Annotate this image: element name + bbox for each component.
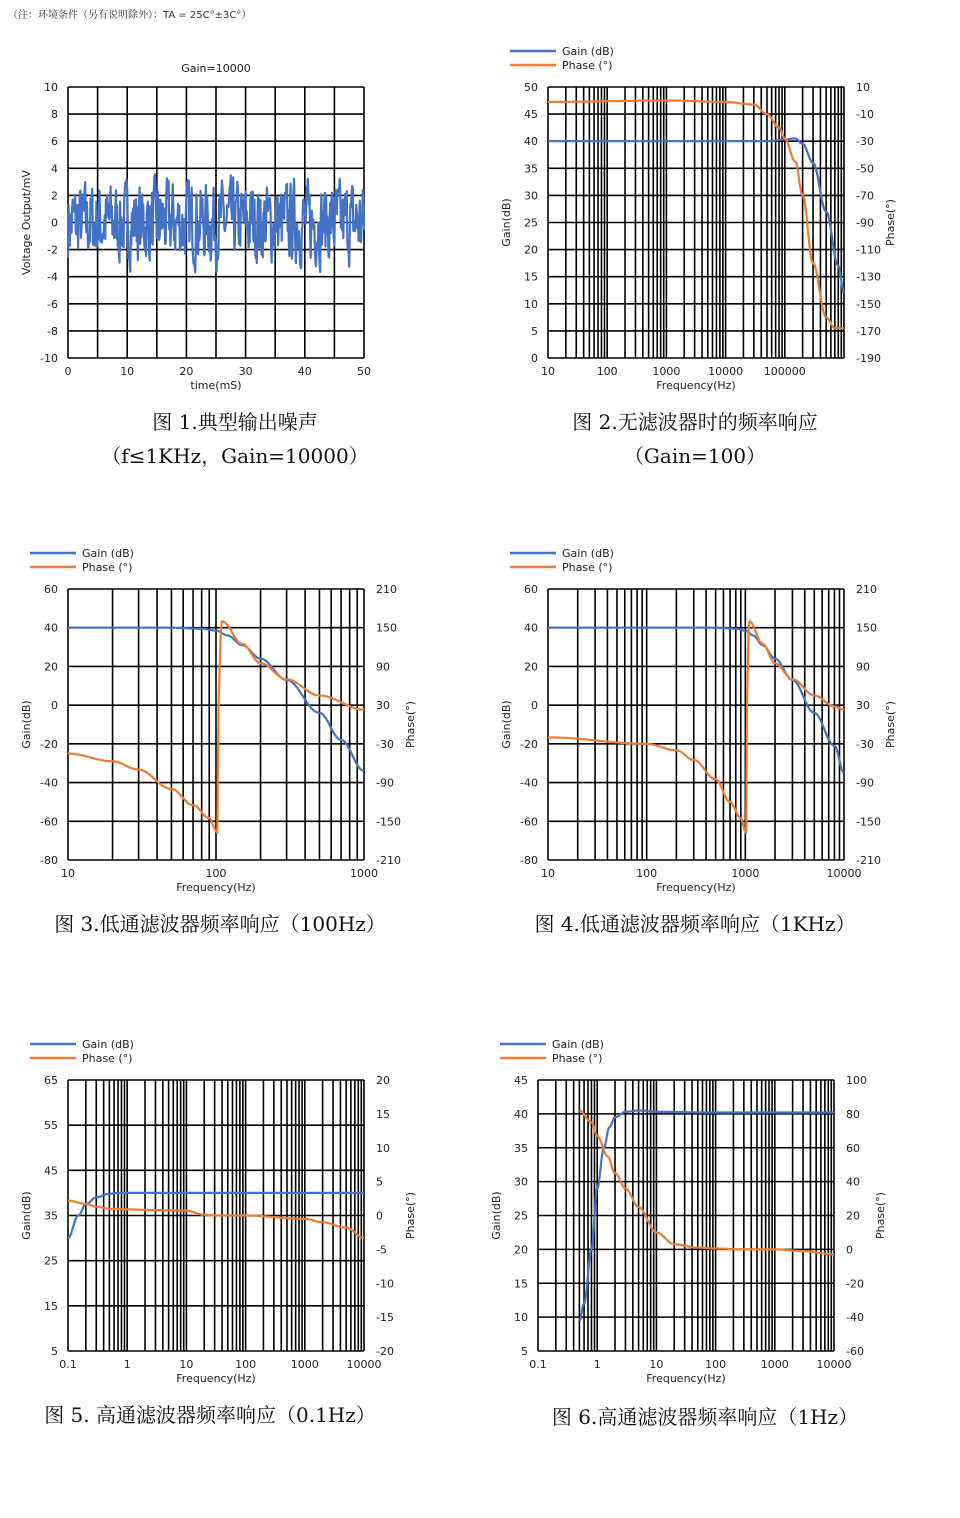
y-tick-label: -40 <box>40 776 58 790</box>
y2-tick-label: 20 <box>376 1074 390 1087</box>
x-tick-label: 100000 <box>763 365 806 378</box>
y-tick-label: -60 <box>40 815 58 829</box>
y-tick-label: 5 <box>51 1345 58 1358</box>
y2-axis-title: Phase(°) <box>884 701 897 748</box>
y2-tick-label: -70 <box>856 189 874 203</box>
y-tick-label: 5 <box>521 1345 528 1358</box>
y-tick-label: -60 <box>520 815 538 829</box>
y2-tick-label: -40 <box>846 1311 864 1325</box>
y2-tick-label: -210 <box>376 854 401 867</box>
y2-axis-title: Phase(°) <box>874 1192 887 1239</box>
caption-fig4-line1: 图 4.低通滤波器频率响应（1KHz） <box>534 912 856 936</box>
y-tick-label: 35 <box>524 162 538 176</box>
legend-label-gain: Gain (dB) <box>562 547 614 560</box>
x-axis-title: Frequency(Hz) <box>646 1372 726 1385</box>
x-tick-label: 10 <box>61 867 75 880</box>
y-tick-label: 40 <box>514 1107 528 1121</box>
x-tick-label: 0 <box>64 365 72 378</box>
y2-tick-label: -150 <box>376 815 401 829</box>
legend-label-gain: Gain (dB) <box>82 547 134 560</box>
y-tick-label: 30 <box>524 189 538 203</box>
legend-label-phase: Phase (°) <box>562 561 613 574</box>
y2-tick-label: 30 <box>376 699 390 713</box>
x-axis-title: Frequency(Hz) <box>176 1372 256 1385</box>
y-tick-label: 35 <box>44 1209 58 1223</box>
y-tick-label: 20 <box>524 243 538 257</box>
caption-fig3-line1: 图 3.低通滤波器频率响应（100Hz） <box>54 912 386 936</box>
x-tick-label: 10000 <box>346 1358 382 1371</box>
y-tick-label: 55 <box>44 1119 58 1133</box>
y2-tick-label: -150 <box>856 297 881 311</box>
x-tick-label: 10000 <box>826 867 862 880</box>
y-tick-label: 35 <box>514 1141 528 1155</box>
caption-fig2 <box>520 405 870 473</box>
y-tick-label: 25 <box>524 216 538 230</box>
y2-tick-label: 5 <box>376 1175 383 1189</box>
x-tick-label: 20 <box>179 365 194 378</box>
y-tick-label: 40 <box>524 621 538 635</box>
y-tick-label: 15 <box>524 270 538 284</box>
caption-fig2-line1: 图 2.无滤波器时的频率响应 <box>572 410 818 434</box>
chart-fig4-lowpass-1khz <box>480 547 960 1027</box>
series-gain <box>548 628 844 773</box>
x-tick-label: 1 <box>123 1358 131 1371</box>
y2-tick-label: -20 <box>376 1345 394 1358</box>
y2-tick-label: -190 <box>856 352 881 365</box>
y2-tick-label: 210 <box>856 583 877 596</box>
y2-tick-label: 90 <box>856 660 870 674</box>
y-tick-label: -40 <box>520 776 538 790</box>
y-tick-label: -6 <box>47 297 58 311</box>
y2-tick-label: 210 <box>376 583 397 596</box>
y-tick-label: 25 <box>514 1209 528 1223</box>
y-tick-label: 50 <box>524 81 538 94</box>
x-tick-label: 40 <box>297 365 312 378</box>
x-tick-label: 1 <box>593 1358 601 1371</box>
y-tick-label: 5 <box>531 324 538 338</box>
x-tick-label: 10000 <box>816 1358 852 1371</box>
legend-label-gain: Gain (dB) <box>82 1038 134 1051</box>
caption-fig2-line2: （Gain=100） <box>623 444 767 468</box>
y-tick-label: -80 <box>40 854 58 867</box>
y-tick-label: 25 <box>44 1254 58 1268</box>
y-axis-title: Voltage Output/mV <box>20 170 33 275</box>
y-tick-label: 40 <box>524 135 538 149</box>
x-tick-label: 30 <box>238 365 253 378</box>
y-tick-label: -4 <box>47 270 58 284</box>
chart-fig5-highpass-0.1hz <box>0 1038 480 1518</box>
legend-label-gain: Gain (dB) <box>562 45 614 58</box>
y-tick-label: 2 <box>51 189 58 203</box>
y-tick-label: 20 <box>524 660 538 674</box>
y-tick-label: 10 <box>524 297 538 311</box>
y-tick-label: -2 <box>47 243 58 257</box>
caption-fig6 <box>505 1400 905 1434</box>
y-tick-label: 65 <box>44 1074 58 1087</box>
y2-tick-label: -170 <box>856 324 881 338</box>
x-tick-label: 1000 <box>290 1358 319 1371</box>
x-tick-label: 10 <box>649 1358 664 1371</box>
y2-tick-label: 0 <box>846 1243 853 1257</box>
x-tick-label: 100 <box>596 365 618 378</box>
x-axis-title: time(mS) <box>190 379 242 392</box>
y-tick-label: -10 <box>40 352 58 365</box>
x-tick-label: 0.1 <box>529 1358 547 1371</box>
x-axis-title: Frequency(Hz) <box>656 379 736 392</box>
x-tick-label: 0.1 <box>59 1358 77 1371</box>
y2-tick-label: 150 <box>376 621 397 635</box>
x-tick-label: 100 <box>636 867 658 880</box>
caption-fig1-line1: 图 1.典型输出噪声 <box>152 410 318 434</box>
y-tick-label: 0 <box>51 216 58 230</box>
y-axis-title: Gain(dB) <box>20 700 33 749</box>
y2-tick-label: -90 <box>376 776 394 790</box>
y-axis-title: Gain(dB) <box>20 1191 33 1240</box>
y2-tick-label: 100 <box>846 1074 867 1087</box>
x-tick-label: 1000 <box>760 1358 789 1371</box>
legend-label-phase: Phase (°) <box>82 561 133 574</box>
y2-tick-label: -130 <box>856 270 881 284</box>
x-tick-label: 100 <box>705 1358 727 1371</box>
y-tick-label: -20 <box>520 737 538 751</box>
y2-tick-label: 90 <box>376 660 390 674</box>
series-phase <box>68 1201 364 1238</box>
y2-tick-label: -110 <box>856 243 881 257</box>
y2-tick-label: 10 <box>376 1141 390 1155</box>
condition-note: （注：环境条件（另有说明除外）：TA = 25C°±3C°） <box>8 10 252 21</box>
caption-fig3 <box>20 907 420 941</box>
y2-tick-label: -90 <box>856 776 874 790</box>
y-tick-label: 40 <box>44 621 58 635</box>
y2-tick-label: -15 <box>376 1311 394 1325</box>
y2-tick-label: -30 <box>376 737 394 751</box>
y-tick-label: 0 <box>51 699 58 713</box>
y-tick-label: 20 <box>44 660 58 674</box>
y2-tick-label: 0 <box>376 1209 383 1223</box>
series-phase <box>548 101 844 329</box>
chart-fig3-svg <box>0 547 480 1027</box>
y-tick-label: 10 <box>514 1311 528 1325</box>
y-tick-label: -80 <box>520 854 538 867</box>
caption-fig1-line2: （f≤1KHz，Gain=10000） <box>101 444 369 468</box>
y-axis-title: Gain(dB) <box>500 700 513 749</box>
y2-tick-label: 15 <box>376 1107 390 1121</box>
x-tick-label: 50 <box>357 365 371 378</box>
y-tick-label: 30 <box>514 1175 528 1189</box>
y2-tick-label: -50 <box>856 162 874 176</box>
y-tick-label: 20 <box>514 1243 528 1257</box>
y-tick-label: 0 <box>531 352 538 365</box>
y-tick-label: 15 <box>44 1299 58 1313</box>
y-axis-title: Gain(dB) <box>490 1191 503 1240</box>
y2-axis-title: Phase(°) <box>404 1192 417 1239</box>
y2-tick-label: 10 <box>856 81 870 94</box>
x-tick-label: 1000 <box>350 867 378 880</box>
y-tick-label: 60 <box>44 583 58 596</box>
caption-fig6-line1: 图 6.高通滤波器频率响应（1Hz） <box>551 1405 859 1429</box>
y-tick-label: 15 <box>514 1277 528 1291</box>
y-tick-label: 6 <box>51 135 58 149</box>
chart-fig6-highpass-1hz <box>470 1038 950 1518</box>
caption-fig5 <box>10 1398 410 1432</box>
y2-tick-label: 30 <box>856 699 870 713</box>
y-tick-label: 4 <box>51 162 58 176</box>
y-tick-label: -8 <box>47 324 58 338</box>
chart-fig5-svg <box>0 1038 480 1518</box>
x-axis-title: Frequency(Hz) <box>656 881 736 894</box>
y-tick-label: 60 <box>524 583 538 596</box>
y2-tick-label: -150 <box>856 815 881 829</box>
x-tick-label: 10 <box>179 1358 194 1371</box>
x-tick-label: 10 <box>120 365 135 378</box>
series-phase <box>548 621 844 833</box>
x-tick-label: 10 <box>541 365 555 378</box>
y2-tick-label: -20 <box>846 1277 864 1291</box>
y2-tick-label: -210 <box>856 854 881 867</box>
chart-fig4-svg <box>480 547 960 1027</box>
caption-fig1 <box>60 405 410 473</box>
x-tick-label: 1000 <box>731 867 760 880</box>
x-tick-label: 1000 <box>652 365 681 378</box>
y-tick-label: 45 <box>44 1164 58 1178</box>
y2-tick-label: -60 <box>846 1345 864 1358</box>
series-gain <box>548 139 844 294</box>
chart-fig3-lowpass-100hz <box>0 547 480 1027</box>
legend-label-phase: Phase (°) <box>82 1052 133 1065</box>
caption-fig4 <box>495 907 895 941</box>
y2-tick-label: -10 <box>376 1277 394 1291</box>
y2-tick-label: -90 <box>856 216 874 230</box>
y2-tick-label: 150 <box>856 621 877 635</box>
chart-title: Gain=10000 <box>181 62 251 75</box>
y2-tick-label: 40 <box>846 1175 860 1189</box>
y2-tick-label: -10 <box>856 108 874 122</box>
y-tick-label: 0 <box>531 699 538 713</box>
y2-tick-label: -5 <box>376 1243 387 1257</box>
y2-tick-label: 20 <box>846 1209 860 1223</box>
y-tick-label: -20 <box>40 737 58 751</box>
y-tick-label: 10 <box>44 81 58 94</box>
legend-label-gain: Gain (dB) <box>552 1038 604 1051</box>
caption-fig5-line1: 图 5. 高通滤波器频率响应（0.1Hz） <box>44 1403 376 1427</box>
y2-axis-title: Phase(°) <box>884 199 897 246</box>
legend-label-phase: Phase (°) <box>552 1052 603 1065</box>
x-axis-title: Frequency(Hz) <box>176 881 256 894</box>
y2-tick-label: -30 <box>856 135 874 149</box>
y2-tick-label: 80 <box>846 1107 860 1121</box>
chart-fig6-svg <box>470 1038 950 1518</box>
y2-tick-label: -30 <box>856 737 874 751</box>
x-tick-label: 10 <box>541 867 555 880</box>
legend-label-phase: Phase (°) <box>562 59 613 72</box>
x-tick-label: 100 <box>235 1358 257 1371</box>
x-tick-label: 10000 <box>708 365 744 378</box>
y2-axis-title: Phase(°) <box>404 701 417 748</box>
y2-tick-label: 60 <box>846 1141 860 1155</box>
y-tick-label: 45 <box>514 1074 528 1087</box>
y-tick-label: 45 <box>524 108 538 122</box>
x-tick-label: 100 <box>205 867 227 880</box>
y-axis-title: Gain(dB) <box>500 198 513 247</box>
y-tick-label: 8 <box>51 108 58 122</box>
